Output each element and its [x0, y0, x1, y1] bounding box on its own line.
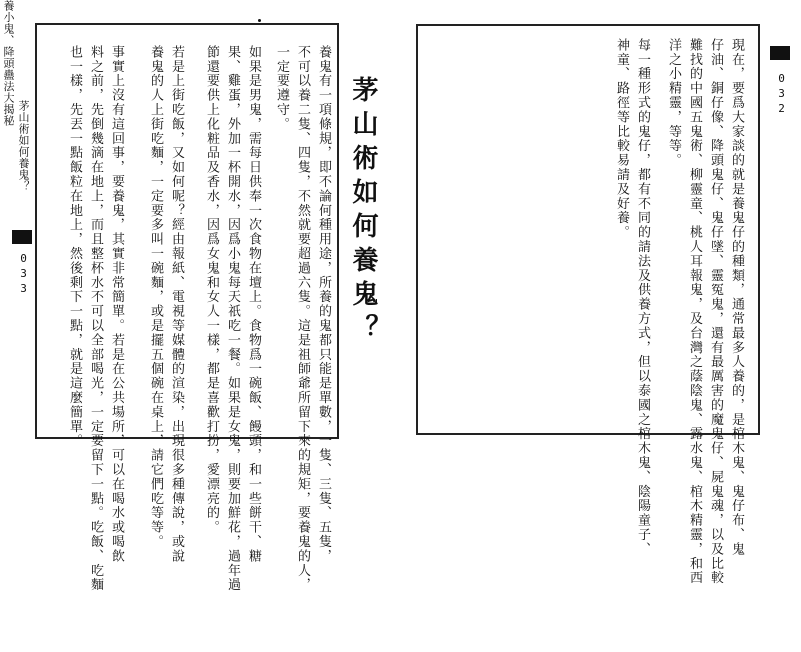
left-running-title: 茅山術如何養鬼？: [17, 100, 30, 192]
text-column: 事實上沒有這回事，要養鬼，其實非常簡單。若是在公共場所，可以在喝水或喝飲: [109, 45, 124, 564]
text-column: 料之前，先倒幾滴在地上，而且整杯水不可以全部喝光，一定要留下一點。吃飯、吃麵: [88, 45, 103, 593]
text-column: 難找的中國五鬼術、柳靈童、桃人耳報鬼，及台灣之蔭陰鬼、露水鬼、棺木精靈，和西: [687, 38, 702, 586]
right-page-number: 032: [775, 72, 788, 117]
text-column: 不可以養二隻、四隻，不然就要超過六隻。這是祖師爺所留下來的規矩，要養鬼的人，: [295, 45, 310, 593]
text-column: 洋之小精靈，等等。: [666, 38, 681, 168]
text-column: 現在，要爲大家談的就是養鬼仔的種類，通常最多人養的，是棺木鬼、鬼仔布、鬼: [729, 38, 744, 557]
text-column: 如果是男鬼，需每日供奉一次食物在壇上。食物爲一碗飯、饅頭，和一些餅干、糖: [246, 45, 261, 564]
print-mark: [258, 19, 261, 22]
text-column: 每一種形式的鬼仔，都有不同的請法及供養方式，但以泰國之棺木鬼、陰陽童子、: [635, 38, 650, 557]
text-column: 一定要遵守。: [274, 45, 289, 132]
left-page-number: 033: [17, 252, 30, 297]
text-column: 養鬼的人上街吃麵，一定要多叫一碗麵，或是擺五個碗在桌上，請它們吃等等。: [148, 45, 163, 549]
right-page: [404, 0, 801, 652]
page-tab-marker: [12, 230, 32, 244]
text-column: 果、雞蛋，外加一杯開水，因爲小鬼每天祇吃一餐。如果是女鬼，則要加鮮花，過年過: [225, 45, 240, 593]
text-column: 也一樣，先丟一點飯粒在地上，然後剩下一點，就是這麼簡單。: [67, 45, 82, 449]
text-column: 養鬼有一項條規，即不論何種用途，所養的鬼都只能是單數，一隻、三隻、五隻，: [316, 45, 331, 564]
text-column: 神童、路徑等比較易請及好養。: [614, 38, 629, 240]
right-running-title: 養小鬼、降頭蠱法大揭秘: [2, 0, 15, 127]
text-column: 若是上街吃飯，又如何呢？經由報紙、電視等媒體的渲染，出現很多種傳說，或說: [169, 45, 184, 564]
text-column: 仔油、銅仔像、降頭鬼仔、鬼仔墜、靈冤鬼，還有最厲害的魔鬼仔、屍鬼魂，以及比較: [708, 38, 723, 586]
chapter-title: 茅山術如何養鬼？: [348, 76, 378, 348]
page-tab-marker: [770, 46, 790, 60]
text-column: 節還要供上化粧品及香水，因爲女鬼和女人一樣，都是喜歡打扮，愛漂亮的。: [204, 45, 219, 535]
